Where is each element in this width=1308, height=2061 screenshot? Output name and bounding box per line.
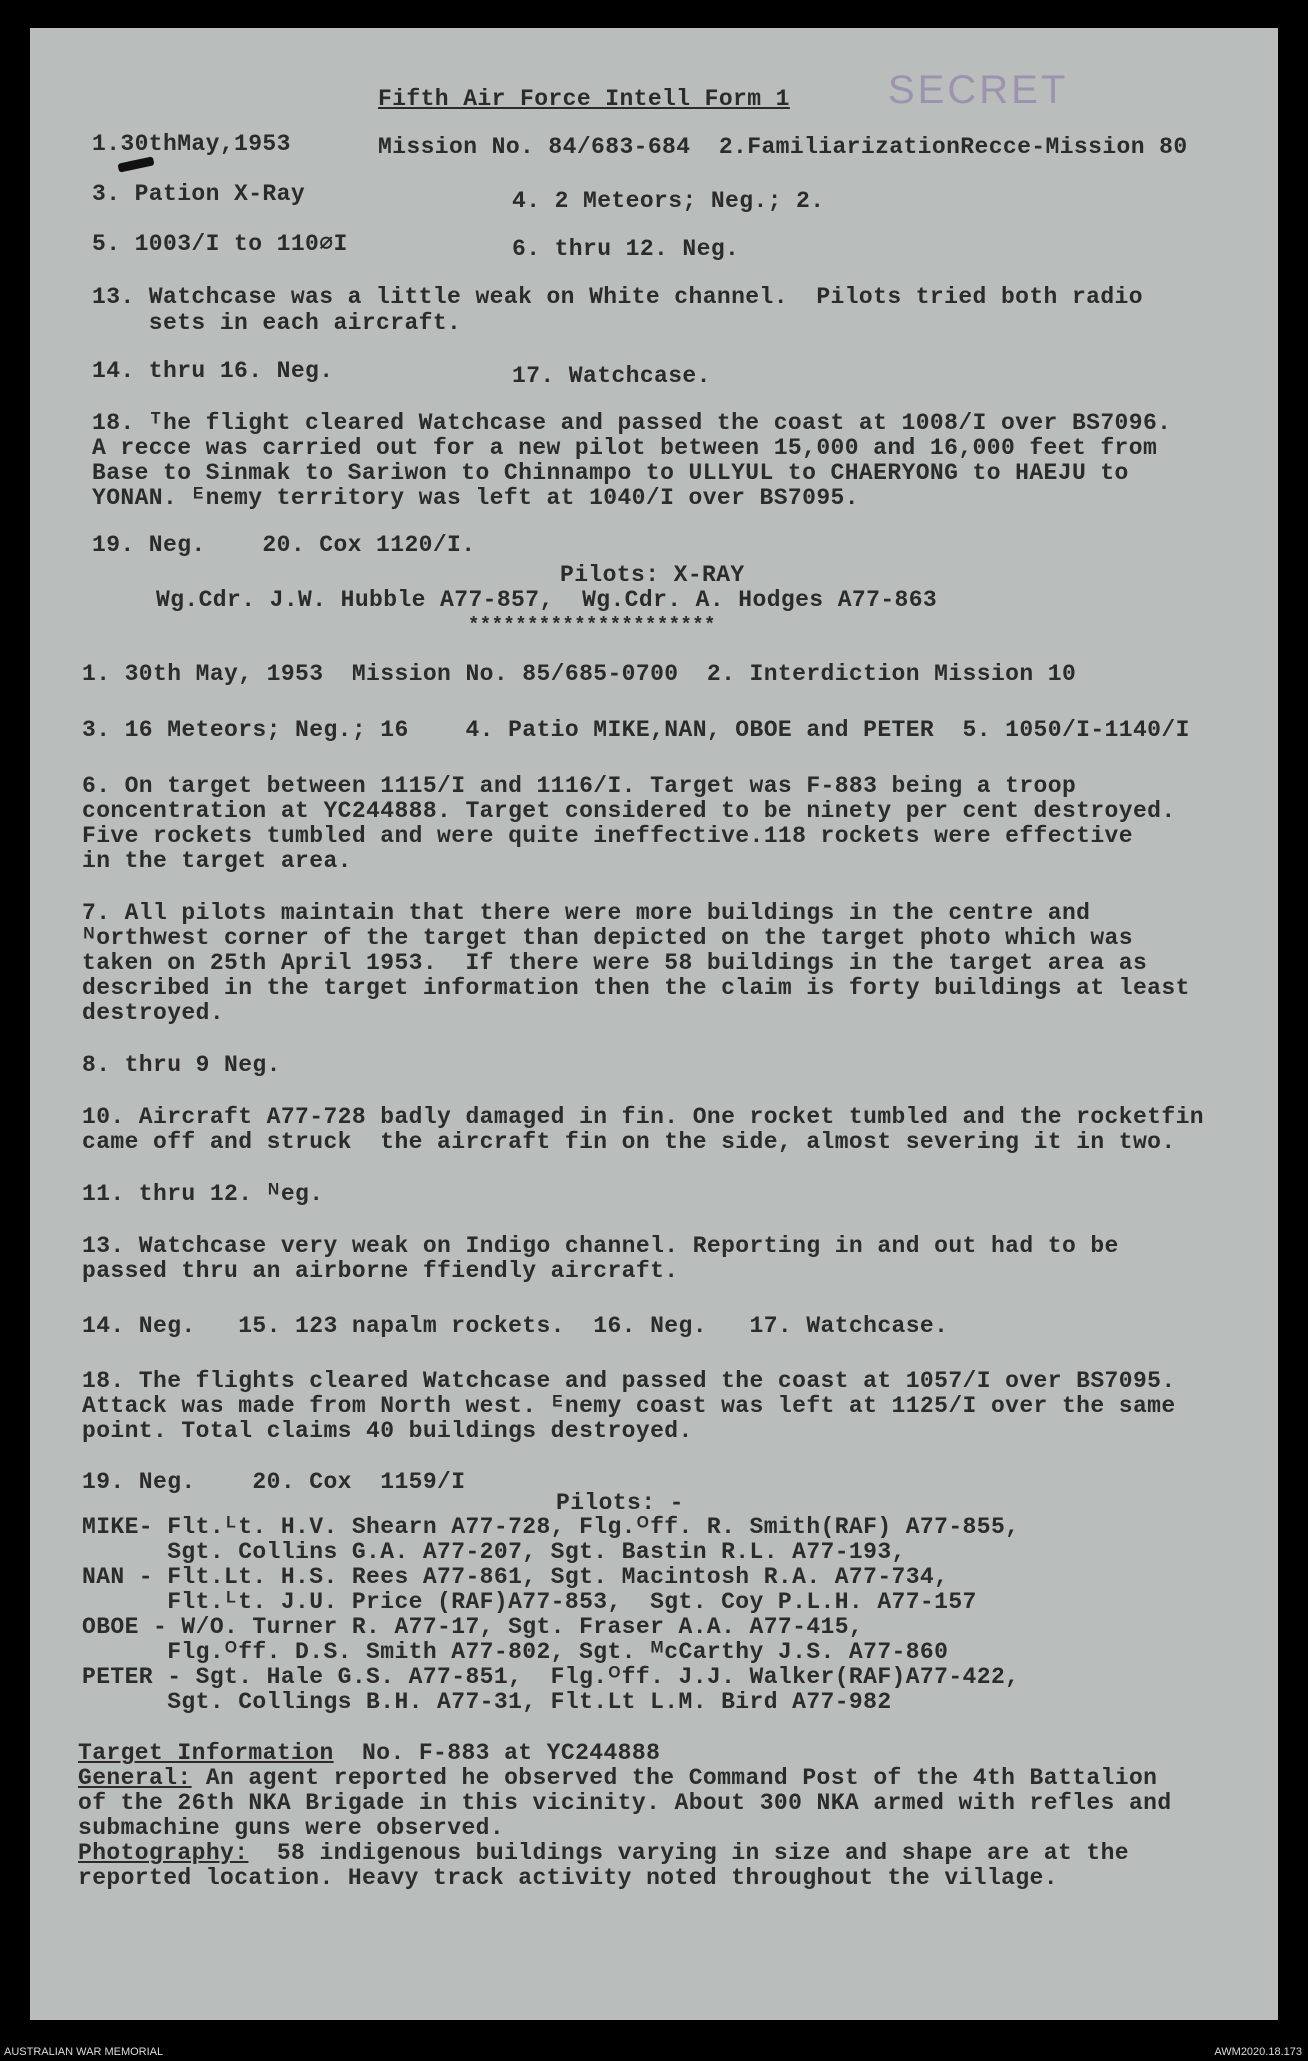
- r1-line13a: 13. Watchcase was a little weak on White channel. Pilots tried both radio: [92, 284, 1143, 310]
- r1-date: 1.30thMay,1953: [92, 131, 291, 157]
- photo-text-2: reported location. Heavy track activity noted throughout the village.: [78, 1865, 1058, 1891]
- r1-line18c: Base to Sinmak to Sariwon to Chinnampo to ULLYUL to CHAERYONG to HAEJU to: [92, 460, 1129, 486]
- r2-line11: 11. thru 12. ᴺeg.: [82, 1181, 324, 1207]
- r2-line14: 14. Neg. 15. 123 napalm rockets. 16. Neg. 17. Watchcase.: [82, 1313, 949, 1339]
- r2-pilots-7: PETER - Sgt. Hale G.S. A77-851, Flg.ᴼff. J.J. Walker(RAF)A77-422,: [82, 1664, 1020, 1690]
- r2-line6d: in the target area.: [82, 848, 352, 874]
- r2-pilots-6: Flg.ᴼff. D.S. Smith A77-802, Sgt. ᴹcCarthy J.S. A77-860: [82, 1639, 949, 1665]
- target-heading: Target Information: [78, 1740, 334, 1766]
- r1-line6: 6. thru 12. Neg.: [512, 236, 740, 262]
- r1-line5: 5. 1003/I to 110∅I: [92, 231, 348, 257]
- r2-line8: 8. thru 9 Neg.: [82, 1052, 281, 1078]
- r2-pilots-1: MIKE- Flt.ᴸt. H.V. Shearn A77-728, Flg.ᴼff. R. Smith(RAF) A77-855,: [82, 1514, 1020, 1540]
- r1-line17: 17. Watchcase.: [512, 363, 711, 389]
- r2-pilots-5: OBOE - W/O. Turner R. A77-17, Sgt. Fraser A.A. A77-415,: [82, 1614, 864, 1640]
- r1-pilots-heading: Pilots: X-RAY: [560, 562, 745, 588]
- general-label: General:: [78, 1765, 192, 1791]
- r2-line1: 1. 30th May, 1953 Mission No. 85/685-0700 2. Interdiction Mission 10: [82, 661, 1077, 687]
- r2-line18a: 18. The flights cleared Watchcase and passed the coast at 1057/I over BS7095.: [82, 1368, 1176, 1394]
- r2-line10a: 10. Aircraft A77-728 badly damaged in fin. One rocket tumbled and the rocketfin: [82, 1104, 1204, 1130]
- r2-line18b: Attack was made from North west. ᴱnemy coast was left at 1125/I over the same: [82, 1393, 1176, 1419]
- r1-line4: 4. 2 Meteors; Neg.; 2.: [512, 188, 825, 214]
- r2-pilots-4: Flt.ᴸt. J.U. Price (RAF)A77-853, Sgt. Coy P.L.H. A77-157: [82, 1589, 977, 1615]
- r1-line18b: A recce was carried out for a new pilot between 15,000 and 16,000 feet from: [92, 435, 1158, 461]
- target-heading-line: [78, 1740, 660, 1766]
- footer-accession: AWM2020.18.173: [1214, 2046, 1302, 2058]
- r2-pilots-3: NAN - Flt.Lt. H.S. Rees A77-861, Sgt. Macintosh R.A. A77-734,: [82, 1564, 949, 1590]
- r2-line7a: 7. All pilots maintain that there were more buildings in the centre and: [82, 900, 1091, 926]
- target-id: No. F-883 at YC244888: [333, 1740, 661, 1766]
- form-title: Fifth Air Force Intell Form 1: [378, 86, 790, 112]
- r2-line18c: point. Total claims 40 buildings destroyed.: [82, 1418, 693, 1444]
- r2-line10b: came off and struck the aircraft fin on the side, almost severing it in two.: [82, 1129, 1176, 1155]
- r2-line13a: 13. Watchcase very weak on Indigo channel. Reporting in and out had to be: [82, 1233, 1119, 1259]
- r1-line18d: YONAN. ᴱnemy territory was left at 1040/I over BS7095.: [92, 485, 859, 511]
- r2-line13b: passed thru an airborne ffiendly aircraft.: [82, 1258, 679, 1284]
- photo-text-1: 58 indigenous buildings varying in size and shape are at the: [248, 1840, 1129, 1866]
- photo-line-1: [78, 1840, 1129, 1866]
- general-text-2: of the 26th NKA Brigade in this vicinity. About 300 NKA armed with refles and: [78, 1790, 1172, 1816]
- r2-pilots-heading: Pilots: -: [556, 1490, 684, 1516]
- separator-stars: *********************: [468, 614, 716, 636]
- r1-line19: 19. Neg. 20. Cox 1120/I.: [92, 532, 476, 558]
- r2-line7e: destroyed.: [82, 1000, 225, 1026]
- r1-line18a: 18. ᵀhe flight cleared Watchcase and passed the coast at 1008/I over BS7096.: [92, 410, 1172, 436]
- r1-line13b: sets in each aircraft.: [92, 310, 462, 336]
- r1-mission: Mission No. 84/683-684 2.FamiliarizationRecce-Mission 80: [378, 134, 1188, 160]
- r2-pilots-2: Sgt. Collins G.A. A77-207, Sgt. Bastin R.L. A77-193,: [82, 1539, 906, 1565]
- r2-line7b: ᴺorthwest corner of the target than depicted on the target photo which was: [82, 925, 1133, 951]
- photography-label: Photography:: [78, 1840, 249, 1866]
- r2-line6b: concentration at YC244888. Target considered to be ninety per cent destroyed.: [82, 798, 1176, 824]
- general-line-1: [78, 1765, 1157, 1791]
- r1-pilots: Wg.Cdr. J.W. Hubble A77-857, Wg.Cdr. A. Hodges A77-863: [156, 587, 938, 613]
- document-page: [30, 28, 1278, 2020]
- r2-line3: 3. 16 Meteors; Neg.; 16 4. Patio MIKE,NAN, OBOE and PETER 5. 1050/I-1140/I: [82, 717, 1190, 743]
- r2-line6c: Five rockets tumbled and were quite ineffective.118 rockets were effective: [82, 823, 1133, 849]
- ink-blot: [117, 156, 154, 172]
- r2-line6a: 6. On target between 1115/I and 1116/I. Target was F-883 being a troop: [82, 773, 1077, 799]
- r1-line3: 3. Pation X-Ray: [92, 181, 306, 207]
- footer-institution: AUSTRALIAN WAR MEMORIAL: [4, 2046, 164, 2058]
- r2-line19: 19. Neg. 20. Cox 1159/I: [82, 1469, 466, 1495]
- r1-line14: 14. thru 16. Neg.: [92, 358, 334, 384]
- general-text-1: An agent reported he observed the Command Post of the 4th Battalion: [191, 1765, 1158, 1791]
- r2-line7c: taken on 25th April 1953. If there were 58 buildings in the target area as: [82, 950, 1148, 976]
- r2-pilots-8: Sgt. Collings B.H. A77-31, Flt.Lt L.M. Bird A77-982: [82, 1689, 892, 1715]
- secret-stamp: SECRET: [888, 68, 1069, 112]
- general-text-3: submachine guns were observed.: [78, 1815, 505, 1841]
- r2-line7d: described in the target information then the claim is forty buildings at least: [82, 975, 1190, 1001]
